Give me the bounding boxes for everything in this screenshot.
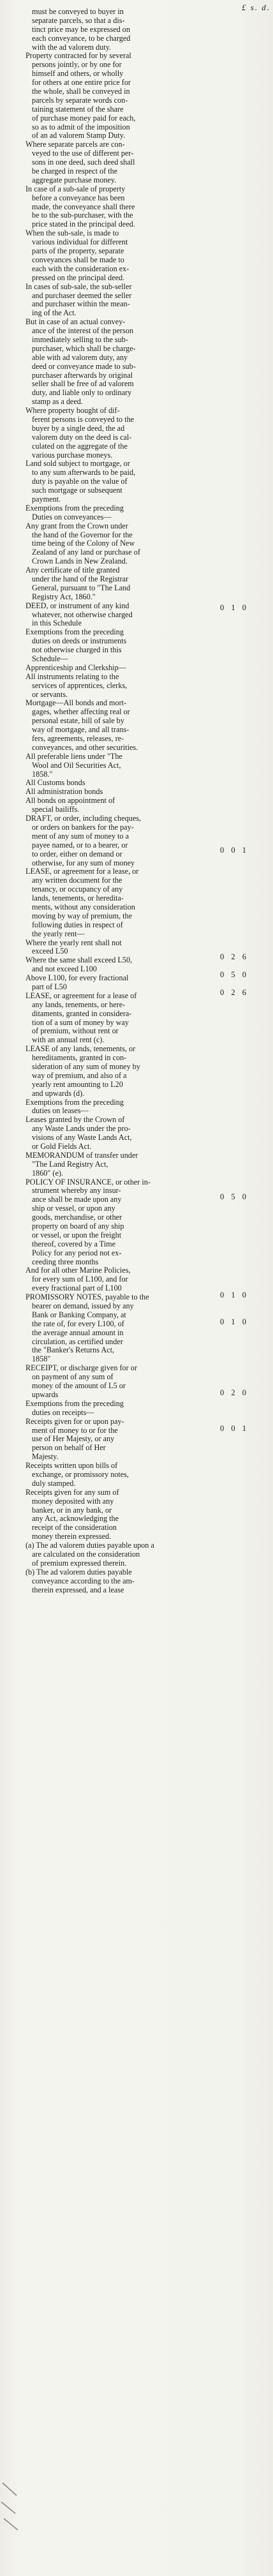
text-line: banker, or in any bank, or: [32, 1506, 112, 1515]
text-line: Bank or Banking Company, at: [32, 1310, 126, 1319]
text-line: money therein expressed.: [32, 1532, 112, 1541]
text-line: able with ad valorem duty, any: [32, 353, 128, 362]
text-line: duty, and liable only to ordinary: [32, 389, 132, 398]
text-line: PROMISSORY NOTES, payable to the: [26, 1293, 149, 1302]
text-line: 1858.": [32, 770, 53, 779]
text-line: Wool and Oil Securities Act,: [32, 761, 121, 770]
text-line: In cases of sub-sale, the sub-seller: [26, 282, 132, 291]
text-line: or vessel, or upon the freight: [32, 1231, 122, 1239]
text-line: ments, without any consideration: [32, 902, 135, 911]
text-line: such mortgage or subsequent: [32, 486, 122, 495]
text-line: Any grant from the Crown under: [26, 521, 128, 530]
text-line: any lands, tenements, or here-: [32, 1000, 126, 1009]
text-line: Land sold subject to mortgage, or: [26, 460, 130, 468]
text-line: Mortgage—All bonds and mort-: [26, 699, 127, 708]
text-line: the hand of the Governor for the: [32, 530, 133, 539]
text-line: visions of any Waste Lands Act,: [32, 1134, 132, 1142]
text-line: each conveyance, to be charged: [32, 34, 131, 43]
text-line: parts of the property, separate: [32, 247, 124, 256]
text-line: But in case of an actual convey-: [26, 318, 126, 327]
text-line: All bonds on appointment of: [26, 797, 115, 805]
text-line: the rate of, for every L100, of: [32, 1319, 124, 1328]
text-line: part of L50: [32, 982, 67, 991]
text-line: pressed on the principal deed.: [32, 273, 125, 282]
text-line: ceeding three months: [32, 1257, 99, 1266]
text-line: be to the sub-purchaser, with the: [32, 211, 133, 220]
text-line: to any sum afterwards to be paid,: [32, 468, 136, 477]
text-line: In case of a sub-sale of property: [26, 184, 126, 193]
text-line: property on board of any ship: [32, 1222, 124, 1231]
text-line: Where the same shall exceed L50,: [26, 956, 133, 965]
text-line: the whole, shall be conveyed in: [32, 87, 130, 96]
text-line: price stated in the principal deed.: [32, 220, 135, 229]
text-line: ing of the Act.: [32, 309, 77, 318]
text-line: for others at one entire price for: [32, 79, 131, 87]
text-line: not otherwise charged in this: [32, 646, 122, 655]
text-line: way of premium, and also of a: [32, 1071, 127, 1080]
text-line: ditaments, granted in considera-: [32, 1009, 132, 1018]
text-line: conveyance according to the am-: [32, 1576, 135, 1585]
text-line: MEMORANDUM of transfer under: [26, 1151, 138, 1160]
text-line: any written document for the: [32, 876, 122, 885]
text-line: and purchaser deemed the seller: [32, 291, 132, 300]
text-line: services of apprentices, clerks,: [32, 681, 128, 690]
text-line: the average annual amount in: [32, 1328, 124, 1337]
text-line: LEASE of any lands, tenements, or: [26, 1045, 136, 1054]
text-line: receipt of the consideration: [32, 1524, 117, 1532]
text-line: Duties on conveyances—: [32, 513, 112, 521]
text-line: following duties in respect of: [32, 920, 123, 929]
text-line: 1860" (e).: [32, 1169, 63, 1178]
margin-scratch-marks: [0, 2476, 19, 2540]
text-line: gages, whether affecting real or: [32, 708, 130, 717]
text-line: taining statement of the share: [32, 105, 124, 114]
text-line: special bailiffs.: [32, 805, 80, 814]
text-line: separate parcels, so that a dis-: [32, 16, 125, 25]
text-line: immediately selling to the sub-: [32, 335, 128, 344]
amount-receipt: 0 0 1: [220, 1424, 249, 1433]
text-line: under the hand of the Registrar: [32, 575, 129, 583]
text-line: money deposited with any: [32, 1497, 114, 1506]
text-line: deed or conveyance made to sub-: [32, 362, 136, 371]
amount-policy-time: 0 1 0: [220, 1291, 249, 1299]
text-line: purchaser, which shall be charge-: [32, 344, 136, 353]
text-line: Majesty.: [32, 1453, 59, 1462]
text-line: tion of a sum of money by way: [32, 1018, 129, 1027]
text-line: tinct price may be expressed on: [32, 25, 130, 34]
text-line: DRAFT, or order, including cheques,: [26, 814, 142, 823]
text-line: before a conveyance has been: [32, 193, 125, 202]
text-line: of an ad valorem Stamp Duty.: [32, 131, 126, 140]
text-line: Exemptions from the preceding: [26, 1399, 124, 1408]
text-line: ship or vessel, or upon any: [32, 1204, 115, 1213]
text-line: culated on the aggregate of the: [32, 442, 128, 451]
text-line: any Act, acknowledging the: [32, 1515, 119, 1524]
amount-draft: 0 0 1: [220, 846, 249, 855]
text-line: "The Land Registry Act,: [32, 1160, 108, 1169]
text-line: valorem duty on the deed is cal-: [32, 433, 132, 442]
text-line: (a) The ad valorem duties payable upon a: [26, 1541, 154, 1550]
text-line: parcels by separate words con-: [32, 96, 128, 105]
currency-column-header: £ s. d.: [241, 3, 270, 12]
text-line: All Customs bonds: [26, 779, 85, 788]
text-line: LEASE, or agreement for a lease of: [26, 991, 137, 1000]
text-line: duties on leases—: [32, 1107, 89, 1116]
text-line: made, the conveyance shall there: [32, 202, 135, 211]
text-line: veyed to the use of different per-: [32, 149, 134, 158]
text-line: of premium, without rent or: [32, 1027, 119, 1036]
text-line: time being of the Colony of New: [32, 539, 135, 548]
text-line: Exemptions from the preceding: [26, 1098, 124, 1107]
text-line: ment of any sum of money to a: [32, 832, 129, 841]
text-line: All preferable liens under "The: [26, 752, 122, 761]
text-line: ance of the interest of the person: [32, 327, 134, 336]
text-line: duties on receipts—: [32, 1408, 94, 1417]
text-line: the yearly rent—: [32, 929, 85, 938]
text-line: every fractional part of L100: [32, 1284, 122, 1293]
text-line: Property contracted for by several: [26, 52, 131, 61]
text-line: money of the amount of L5 or: [32, 1382, 126, 1391]
text-line: Apprenticeship and Clerkship—: [26, 663, 126, 672]
text-line: Exemptions from the preceding: [26, 504, 124, 513]
text-line: sideration of any sum of money by: [32, 1062, 140, 1071]
text-line: aggregate purchase money.: [32, 176, 117, 184]
text-line: Registry Act, 1860.": [32, 592, 96, 601]
text-line: Any certificate of title granted: [26, 566, 120, 575]
text-line: General, pursuant to "The Land: [32, 583, 131, 592]
text-line: of purchase money paid for each,: [32, 114, 136, 123]
text-line: Receipts given for or upon pay-: [26, 1417, 124, 1426]
text-line: are calculated on the consideration: [32, 1550, 140, 1559]
text-line: must be conveyed to buyer in: [32, 8, 124, 16]
text-line: any Waste Lands under the pro-: [32, 1125, 131, 1134]
text-line: ance shall be made upon any: [32, 1195, 122, 1204]
text-line: Policy for any period not ex-: [32, 1248, 122, 1257]
text-line: Schedule—: [32, 655, 68, 664]
text-line: DEED, or instrument of any kind: [26, 601, 129, 610]
amount-promissory-notes: 0 2 0: [220, 1388, 249, 1397]
text-line: sons in one deed, such deed shall: [32, 158, 135, 167]
text-line: or Gold Fields Act.: [32, 1142, 92, 1151]
text-line: each with the consideration ex-: [32, 264, 129, 273]
text-line: stamp as a deed.: [32, 398, 83, 407]
text-line: goods, merchandise, or other: [32, 1213, 122, 1222]
text-line: so as to admit of the imposition: [32, 123, 130, 131]
text-line: bearer on demand, issued by any: [32, 1302, 134, 1311]
text-line: or orders on bankers for the pay-: [32, 823, 134, 832]
text-line: seller shall be free of ad valorem: [32, 380, 134, 389]
text-line: various individual for different: [32, 238, 128, 247]
text-line: Where separate parcels are con-: [26, 140, 125, 149]
text-line: and upwards (d).: [32, 1089, 85, 1098]
text-line: (b) The ad valorem duties payable: [26, 1568, 132, 1576]
text-line: on payment of any sum of: [32, 1373, 114, 1382]
text-line: Where the yearly rent shall not: [26, 938, 122, 947]
text-line: strument whereby any insur-: [32, 1187, 121, 1195]
text-line: the "Banker's Returns Act,: [32, 1346, 115, 1355]
text-line: Where property bought of dif-: [26, 407, 120, 416]
text-line: conveyances shall be made to: [32, 255, 124, 264]
text-line: duly stamped.: [32, 1479, 76, 1488]
text-line: otherwise, for any sum of money: [32, 858, 135, 867]
text-line: buyer by a single deed, the ad: [32, 424, 125, 433]
text-line: Receipts written upon bills of: [26, 1462, 118, 1471]
text-line: Receipts given for any sum of: [26, 1488, 119, 1497]
text-line: with the ad valorem duty.: [32, 43, 112, 52]
text-line: and not exceed L100: [32, 965, 97, 974]
text-line: hereditaments, granted in con-: [32, 1054, 127, 1063]
text-line: to order, either on demand or: [32, 850, 122, 858]
text-line: or servants.: [32, 690, 68, 699]
text-line: duties on deeds or instruments: [32, 637, 127, 646]
text-line: upwards: [32, 1390, 59, 1399]
text-line: payee named, or to a bearer, or: [32, 841, 128, 850]
text-line: circulation, as certified under: [32, 1337, 123, 1346]
schedule-text-column: [18, 8, 267, 1594]
text-line: yearly rent amounting to L20: [32, 1080, 123, 1089]
amount-lease-under-50: 0 2 6: [220, 952, 249, 961]
amount-lease-above-100: 0 2 6: [220, 988, 249, 997]
text-line: moving by way of premium, the: [32, 911, 133, 920]
text-line: All administration bonds: [26, 788, 103, 797]
text-line: himself and others, or wholly: [32, 70, 124, 79]
text-line: 1858": [32, 1355, 51, 1364]
text-line: whatever, not otherwise charged: [32, 610, 133, 619]
text-line: of premium expressed therein.: [32, 1559, 127, 1568]
amount-deed: 0 1 0: [220, 603, 249, 612]
text-line: persons jointly, or by one for: [32, 61, 122, 70]
text-line: LEASE, or agreement for a lease, or: [26, 867, 139, 876]
text-line: various purchase moneys.: [32, 451, 113, 460]
text-line: duty is payable on the value of: [32, 477, 128, 486]
text-line: personal estate, bill of sale by: [32, 717, 124, 726]
text-line: with an annual rent (c).: [32, 1036, 105, 1045]
text-line: fers, agreements, releases, re-: [32, 735, 124, 744]
text-line: be charged in respect of the: [32, 167, 118, 176]
text-line: therein expressed, and a lease: [32, 1585, 124, 1594]
text-line: for every sum of L100, and for: [32, 1275, 128, 1284]
text-line: Leases granted by the Crown of: [26, 1116, 125, 1125]
text-line: and purchaser within the mean-: [32, 300, 130, 309]
text-line: use of Her Majesty, or any: [32, 1435, 115, 1444]
text-line: exchange, or promissory notes,: [32, 1470, 129, 1479]
text-line: POLICY OF INSURANCE, or other in-: [26, 1178, 151, 1187]
text-line: lands, tenements, or heredita-: [32, 894, 124, 903]
text-line: Zealand of any land or purchase of: [32, 548, 140, 557]
text-line: in this Schedule: [32, 619, 82, 628]
text-line: When the sub-sale, is made to: [26, 229, 119, 238]
amount-lease-50-100: 0 5 0: [220, 970, 249, 979]
text-line: ferent persons is conveyed to the: [32, 415, 135, 424]
text-line: person on behalf of Her: [32, 1444, 106, 1453]
text-line: ment of money to or for the: [32, 1426, 118, 1435]
text-line: purchaser afterwards by original: [32, 371, 133, 380]
amount-policy-other: 0 1 0: [220, 1317, 249, 1326]
text-line: Exemptions from the preceding: [26, 628, 124, 637]
text-line: thereof, covered by a Time: [32, 1239, 115, 1248]
text-line: way of mortgage, and all trans-: [32, 726, 129, 735]
text-line: tenancy, or occupancy of any: [32, 885, 123, 894]
text-line: Above L100, for every fractional: [26, 974, 129, 983]
text-line: All instruments relating to the: [26, 672, 119, 681]
text-line: conveyances, and other securities.: [32, 743, 138, 752]
text-line: RECEIPT, or discharge given for or: [26, 1364, 137, 1373]
text-line: exceed L50: [32, 947, 68, 956]
text-line: And for all other Marine Policies,: [26, 1266, 131, 1275]
amount-memorandum: 0 5 0: [220, 1192, 249, 1201]
text-line: payment.: [32, 495, 61, 504]
text-line: Crown Lands in New Zealand.: [32, 557, 128, 566]
